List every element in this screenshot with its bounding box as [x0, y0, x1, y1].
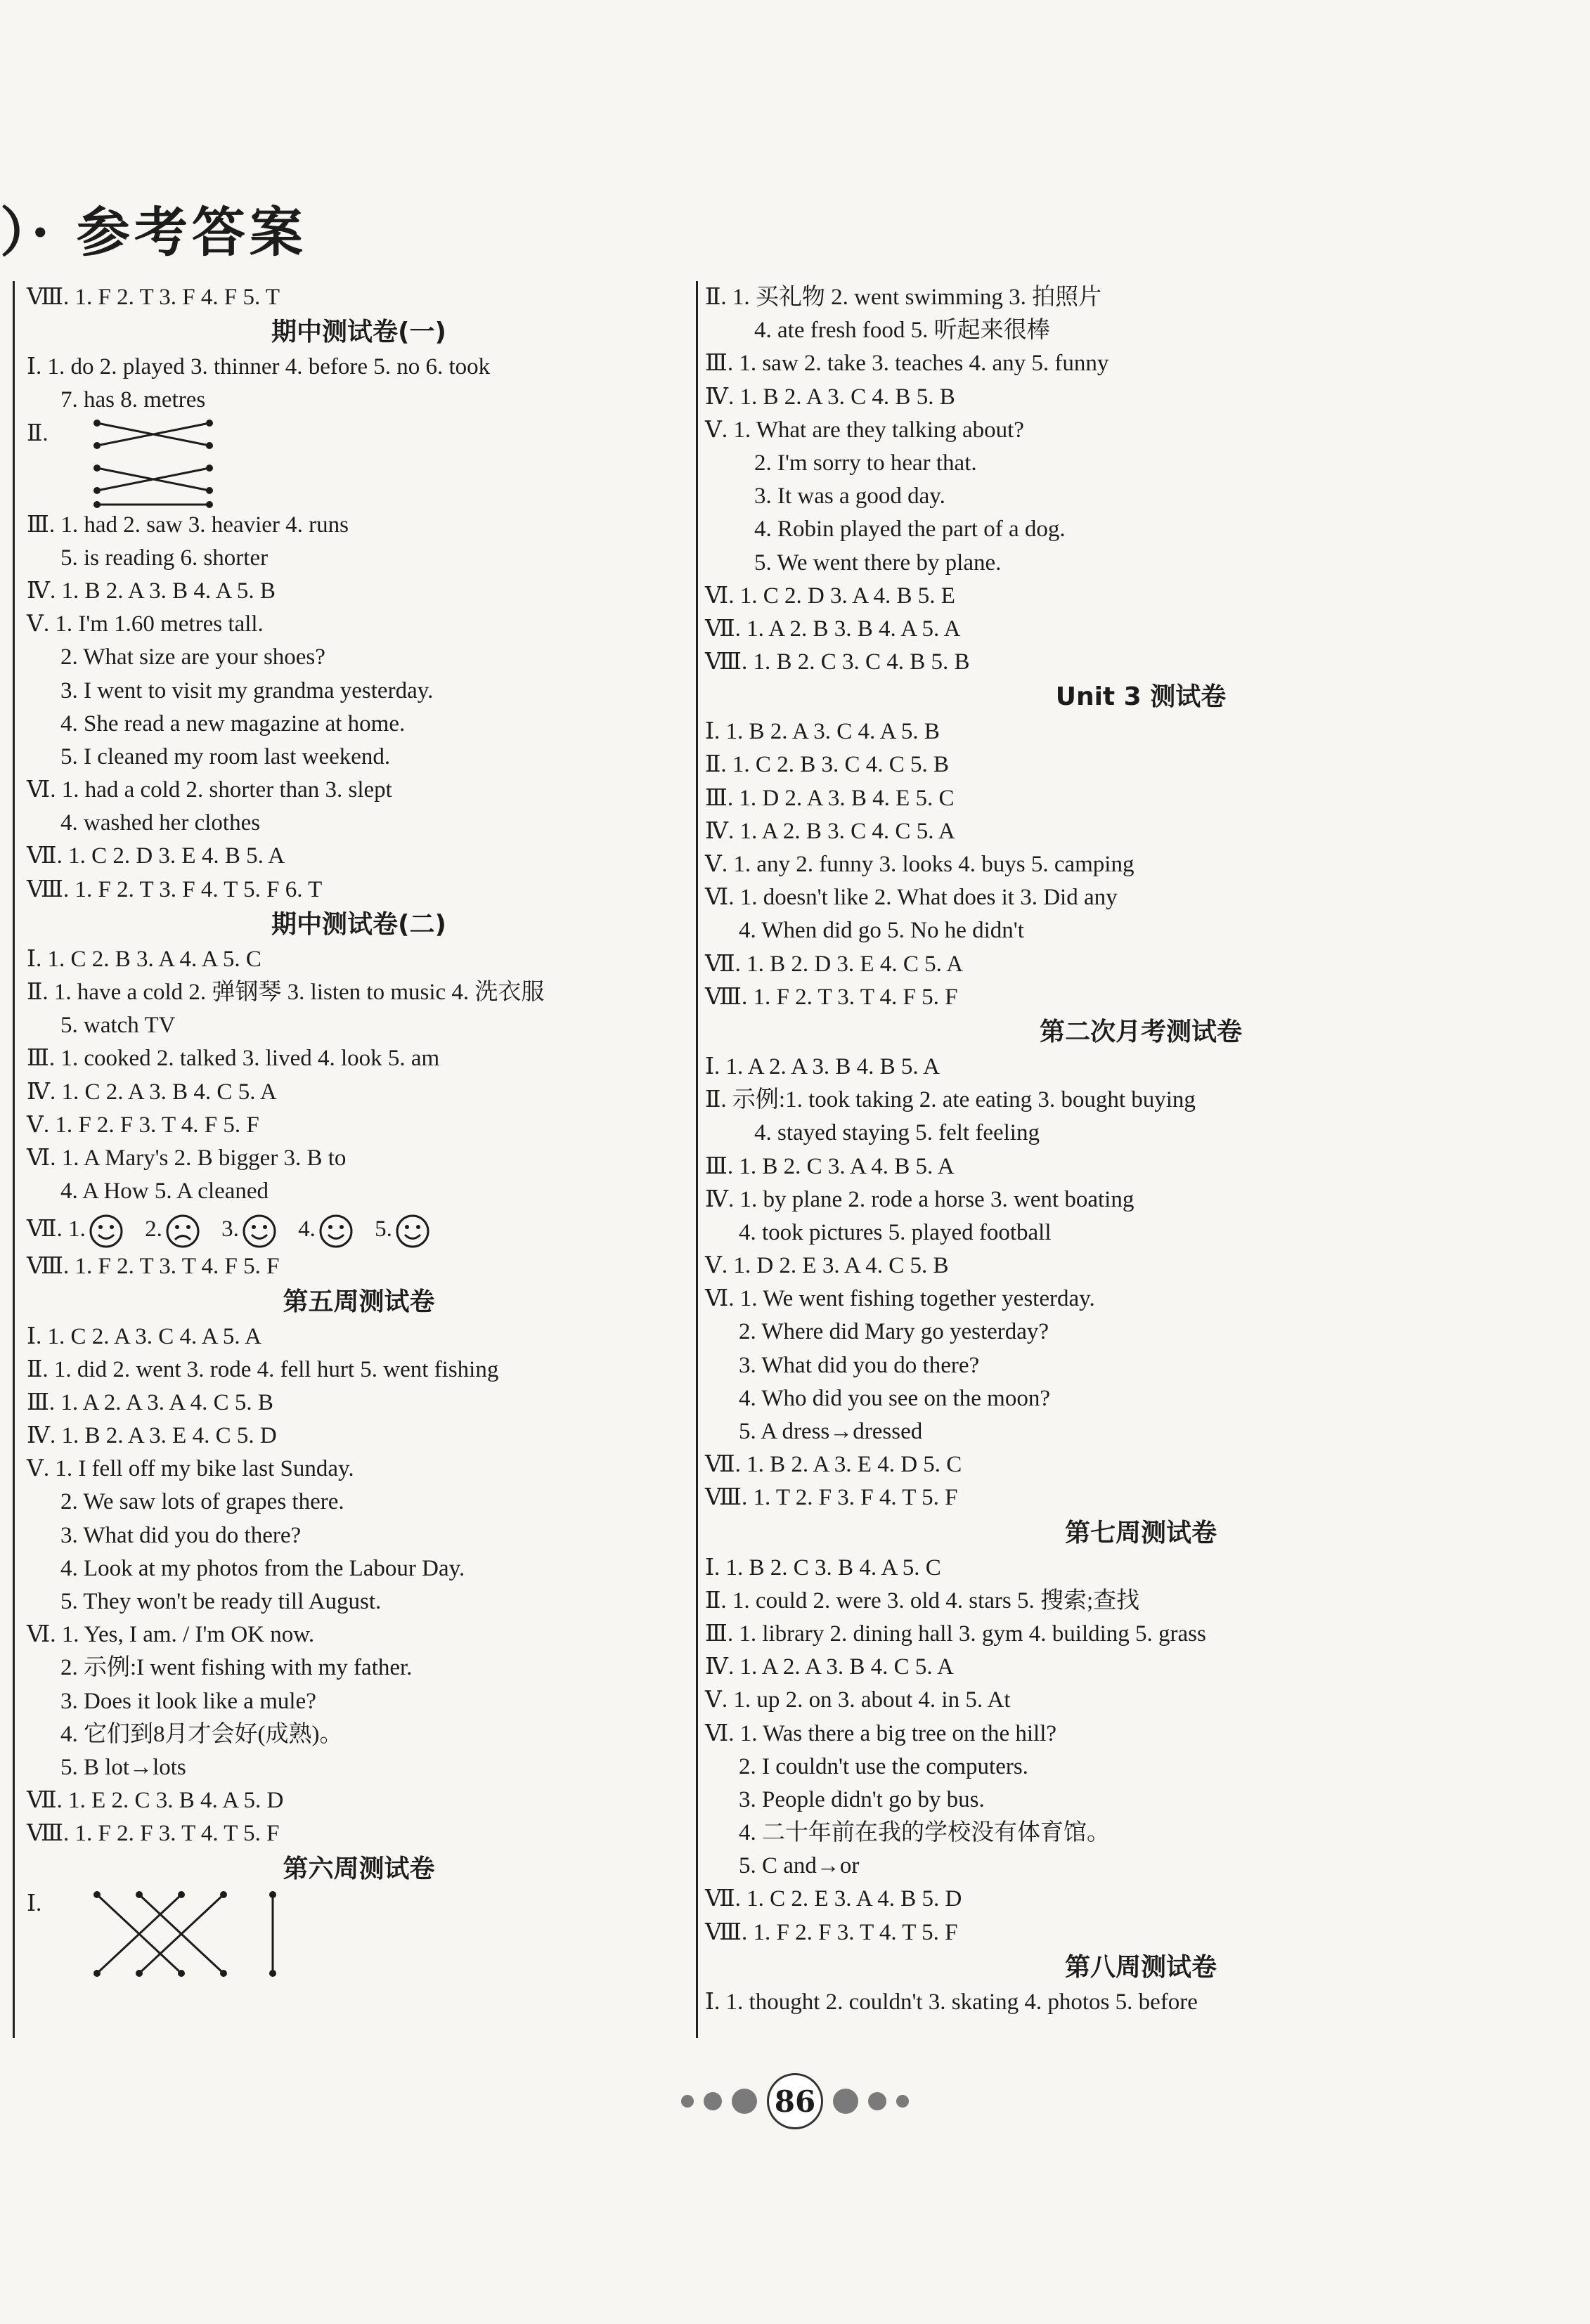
section-heading: 第二次月考测试卷	[1039, 1017, 1242, 1046]
answer-line: Ⅷ. 1. F 2. T 3. F 4. F 5. T	[27, 285, 280, 310]
answer-line: Ⅳ. 1. B 2. A 3. C 4. B 5. B	[705, 384, 955, 410]
section-heading: 第七周测试卷	[1064, 1518, 1217, 1547]
answer-label: Ⅰ.	[27, 1890, 42, 1916]
answer-line: Ⅱ. 1. 买礼物 2. went swimming 3. 拍照片	[705, 285, 1102, 310]
answer-line: Ⅴ. 1. any 2. funny 3. looks 4. buys 5. camping	[705, 852, 1135, 877]
answer-line: Ⅵ. 1. doesn't like 2. What does it 3. Did any	[705, 885, 1118, 911]
answer-line: 4. stayed staying 5. felt feeling	[754, 1120, 1040, 1146]
answer-line: 5. B lot→lots	[60, 1754, 186, 1780]
section-heading: 第六周测试卷	[283, 1854, 435, 1883]
answer-line: 4. 二十年前在我的学校没有体育馆。	[739, 1820, 1110, 1846]
frown-face-icon	[165, 1214, 200, 1249]
answer-line: Ⅶ. 1. C 2. D 3. E 4. B 5. A	[27, 843, 285, 869]
answer-line: 4. She read a new magazine at home.	[60, 710, 406, 736]
left-column	[27, 281, 691, 1979]
decor-dot	[896, 2095, 909, 2108]
answer-line: Ⅴ. 1. up 2. on 3. about 4. in 5. At	[705, 1687, 1011, 1713]
answer-line: Ⅳ. 1. B 2. A 3. B 4. A 5. B	[27, 578, 276, 604]
answer-line: Ⅵ. 1. We went fishing together yesterday.	[705, 1286, 1095, 1312]
answer-line: 4. Who did you see on the moon?	[739, 1385, 1050, 1411]
answer-line: Ⅴ. 1. What are they talking about?	[705, 417, 1024, 443]
section-heading: Unit 3 测试卷	[1055, 682, 1227, 712]
answer-line: 7. has 8. metres	[60, 387, 206, 413]
answer-line: Ⅴ. 1. F 2. F 3. T 4. F 5. F	[27, 1112, 259, 1138]
answer-label: Ⅱ.	[27, 420, 49, 446]
page-footer	[0, 2073, 1590, 2129]
answer-line: 4. Robin played the part of a dog.	[754, 517, 1066, 543]
answer-line: Ⅷ. 1. B 2. C 3. C 4. B 5. B	[705, 649, 970, 675]
answer-line: Ⅱ. 示例:1. took taking 2. ate eating 3. bought buying	[705, 1087, 1196, 1113]
answer-line: 5. They won't be ready till August.	[60, 1589, 382, 1614]
answer-line: 2. What size are your shoes?	[60, 644, 325, 670]
answer-line: 4. 它们到8月才会好(成熟)。	[60, 1721, 343, 1747]
answer-line: 5. I cleaned my room last weekend.	[60, 744, 391, 770]
answer-line: 4. ate fresh food 5. 听起来很棒	[754, 318, 1050, 344]
answer-line: 5. C and→or	[739, 1853, 860, 1879]
answer-line: Ⅴ. 1. D 2. E 3. A 4. C 5. B	[705, 1253, 949, 1279]
answer-line: Ⅲ. 1. saw 2. take 3. teaches 4. any 5. funny	[705, 351, 1109, 377]
answer-line: 3. Does it look like a mule?	[60, 1688, 316, 1714]
answer-line: 4. When did go 5. No he didn't	[739, 918, 1024, 944]
answer-line: Ⅲ. 1. cooked 2. talked 3. lived 4. look 5. am	[27, 1046, 440, 1072]
decor-dot	[681, 2095, 694, 2108]
answer-line: Ⅱ. 1. did 2. went 3. rode 4. fell hurt 5. went fishing	[27, 1356, 499, 1382]
answer-line: 2. We saw lots of grapes there.	[60, 1489, 344, 1515]
answer-line: 4. A How 5. A cleaned	[60, 1179, 269, 1205]
answer-line: Ⅱ. 1. C 2. B 3. C 4. C 5. B	[705, 752, 949, 778]
answer-line: Ⅲ. 1. library 2. dining hall 3. gym 4. building 5. grass	[705, 1621, 1206, 1647]
answer-line: Ⅲ. 1. A 2. A 3. A 4. C 5. B	[27, 1389, 273, 1415]
answer-line: Ⅰ. 1. thought 2. couldn't 3. skating 4. photos 5. before	[705, 1989, 1198, 2015]
section-heading: 第五周测试卷	[283, 1287, 435, 1316]
column-divider	[696, 281, 698, 2038]
answer-line: Ⅰ. 1. B 2. C 3. B 4. A 5. C	[705, 1554, 941, 1580]
answer-line: 3. It was a good day.	[754, 483, 945, 509]
answer-line: Ⅷ. 1. F 2. F 3. T 4. T 5. F	[705, 1919, 958, 1945]
answer-line: Ⅶ. 1. B 2. D 3. E 4. C 5. A	[705, 951, 964, 977]
answer-line: Ⅶ. 1. A 2. B 3. B 4. A 5. A	[705, 616, 961, 642]
answer-line: Ⅲ. 1. B 2. C 3. A 4. B 5. A	[705, 1153, 955, 1179]
smile-face-icon	[242, 1214, 277, 1249]
answer-line: Ⅷ. 1. F 2. T 3. T 4. F 5. F	[705, 984, 958, 1010]
answer-line: 2. Where did Mary go yesterday?	[739, 1319, 1049, 1345]
answer-line: Ⅷ. 1. F 2. T 3. T 4. F 5. F	[27, 1254, 280, 1280]
matching-lines-diagram	[62, 1888, 287, 1979]
section-heading: 期中测试卷(一)	[271, 318, 446, 347]
matching-lines-diagram	[62, 417, 231, 509]
answer-line: Ⅵ. 1. A Mary's 2. B bigger 3. B to	[27, 1145, 347, 1171]
answer-line: 3. I went to visit my grandma yesterday.	[60, 677, 434, 703]
matching-answer	[27, 1888, 691, 1979]
smiley-num: 5.	[375, 1216, 392, 1242]
answer-line: Ⅰ. 1. B 2. A 3. C 4. A 5. B	[705, 719, 940, 745]
smile-face-icon	[89, 1214, 124, 1249]
answer-line: Ⅳ. 1. A 2. A 3. B 4. C 5. A	[705, 1654, 954, 1680]
decor-dot	[732, 2089, 757, 2114]
decor-dot	[833, 2089, 858, 2114]
answer-line: Ⅰ. 1. do 2. played 3. thinner 4. before 5. no 6. took	[27, 354, 491, 380]
section-heading: 期中测试卷(二)	[271, 909, 446, 939]
smile-face-icon	[395, 1214, 430, 1249]
answer-line: Ⅷ. 1. F 2. F 3. T 4. T 5. F	[27, 1821, 280, 1847]
answer-line: Ⅵ. 1. Yes, I am. / I'm OK now.	[27, 1622, 315, 1648]
answer-line: 3. What did you do there?	[60, 1522, 302, 1548]
matching-answer	[27, 417, 691, 509]
smile-face-icon	[318, 1214, 354, 1249]
decor-dot	[704, 2092, 722, 2110]
answer-line: Ⅵ. 1. Was there a big tree on the hill?	[705, 1720, 1057, 1746]
answer-line: Ⅰ. 1. C 2. B 3. A 4. A 5. C	[27, 946, 261, 972]
answer-line: Ⅱ. 1. have a cold 2. 弹钢琴 3. listen to music 4. 洗衣服	[27, 980, 545, 1005]
answer-line: 5. We went there by plane.	[754, 550, 1002, 576]
smiley-num: 2.	[145, 1216, 162, 1242]
answer-line: Ⅳ. 1. B 2. A 3. E 4. C 5. D	[27, 1423, 277, 1449]
right-column	[705, 281, 1577, 2019]
answer-line: Ⅳ. 1. A 2. B 3. C 4. C 5. A	[705, 818, 955, 844]
answer-line: Ⅶ. 1. B 2. A 3. E 4. D 5. C	[705, 1452, 962, 1478]
answer-line: Ⅳ. 1. by plane 2. rode a horse 3. went boating	[705, 1186, 1135, 1212]
answer-line: Ⅷ. 1. T 2. F 3. F 4. T 5. F	[705, 1485, 958, 1511]
answer-label: Ⅶ.	[27, 1216, 63, 1242]
smiley-num: 1.	[68, 1216, 86, 1242]
answer-line: 3. People didn't go by bus.	[739, 1786, 985, 1812]
answer-line: Ⅳ. 1. C 2. A 3. B 4. C 5. A	[27, 1079, 277, 1105]
smiley-num: 4.	[298, 1216, 316, 1242]
answer-line: 5. watch TV	[60, 1013, 176, 1039]
answer-line: Ⅶ. 1. E 2. C 3. B 4. A 5. D	[27, 1788, 284, 1814]
page-number: 86	[767, 2073, 823, 2129]
answer-line: 5. is reading 6. shorter	[60, 545, 269, 571]
page-title: ）· 参考答案	[0, 201, 307, 264]
answer-line: Ⅷ. 1. F 2. T 3. F 4. T 5. F 6. T	[27, 876, 323, 902]
answer-line: 4. took pictures 5. played football	[739, 1219, 1052, 1245]
answer-line: Ⅱ. 1. could 2. were 3. old 4. stars 5. 搜索;查找	[705, 1588, 1140, 1614]
section-heading: 第八周测试卷	[1064, 1952, 1217, 1982]
answer-line: 4. Look at my photos from the Labour Day.	[60, 1555, 465, 1581]
answer-line: Ⅲ. 1. D 2. A 3. B 4. E 5. C	[705, 785, 955, 811]
answer-line: Ⅴ. 1. I fell off my bike last Sunday.	[27, 1456, 354, 1482]
answer-line: 3. What did you do there?	[739, 1352, 980, 1378]
answer-line: 2. I'm sorry to hear that.	[754, 450, 977, 476]
answer-line: 4. washed her clothes	[60, 810, 261, 836]
answer-line: Ⅰ. 1. C 2. A 3. C 4. A 5. A	[27, 1323, 261, 1349]
answer-line: Ⅵ. 1. C 2. D 3. A 4. B 5. E	[705, 583, 955, 609]
answer-line: Ⅵ. 1. had a cold 2. shorter than 3. slept	[27, 777, 392, 803]
answer-line: Ⅰ. 1. A 2. A 3. B 4. B 5. A	[705, 1053, 940, 1079]
column-rule-left	[13, 281, 15, 2038]
smiley-answer-line	[27, 1208, 691, 1250]
answer-line: Ⅶ. 1. C 2. E 3. A 4. B 5. D	[705, 1886, 962, 1912]
answer-line: Ⅲ. 1. had 2. saw 3. heavier 4. runs	[27, 512, 349, 538]
answer-line: 5. A dress→dressed	[739, 1419, 923, 1444]
answer-line: 2. 示例:I went fishing with my father.	[60, 1655, 413, 1681]
answer-line: 2. I couldn't use the computers.	[739, 1753, 1028, 1779]
smiley-num: 3.	[221, 1216, 239, 1242]
decor-dot	[868, 2092, 886, 2110]
answer-line: Ⅴ. 1. I'm 1.60 metres tall.	[27, 611, 264, 637]
